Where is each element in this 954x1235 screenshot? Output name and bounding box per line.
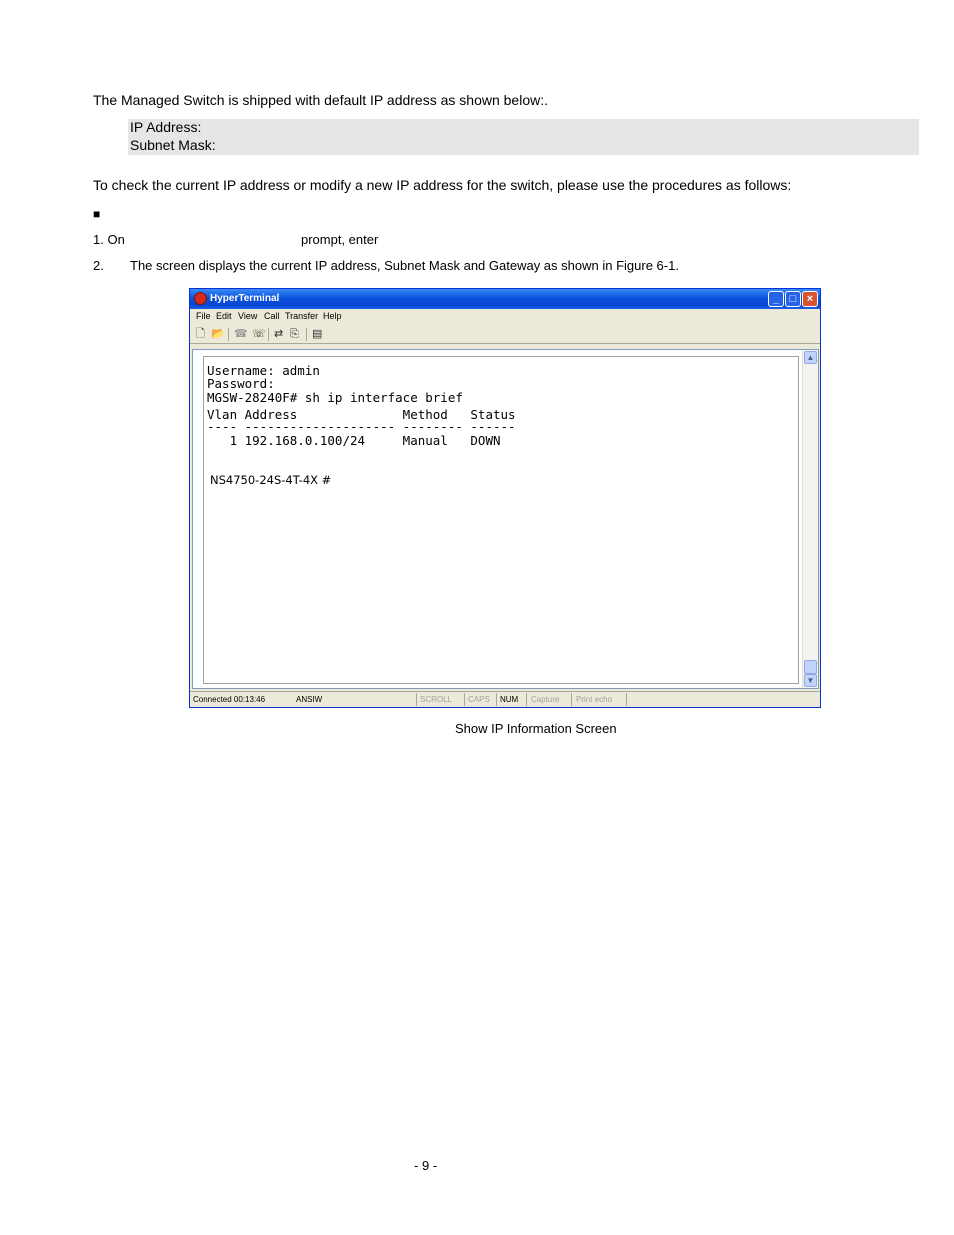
- scroll-thumb[interactable]: [804, 660, 817, 674]
- intro-text: The Managed Switch is shipped with default IP address as shown below:.: [93, 92, 548, 108]
- status-bar: [190, 691, 820, 708]
- scroll-up-icon[interactable]: ▲: [804, 351, 817, 364]
- menu-edit[interactable]: Edit: [216, 311, 232, 321]
- toolbar-separator: [306, 328, 307, 341]
- menu-bar: [190, 309, 820, 324]
- status-caps: CAPS: [468, 695, 490, 704]
- menu-file[interactable]: File: [196, 311, 211, 321]
- status-separator: [416, 693, 417, 706]
- subnet-mask-label: Subnet Mask:: [130, 137, 216, 153]
- hyperterminal-icon: [194, 292, 207, 305]
- hyperterminal-window: [189, 288, 821, 708]
- status-separator: [526, 693, 527, 706]
- vertical-scrollbar[interactable]: [802, 350, 818, 688]
- status-separator: [626, 693, 627, 706]
- check-text: To check the current IP address or modify a new IP address for the switch, please use the procedures as follows:: [93, 177, 792, 193]
- close-button[interactable]: ×: [802, 291, 818, 307]
- scroll-down-icon[interactable]: ▼: [804, 674, 817, 687]
- terminal-line: MGSW-28240F# sh ip interface brief: [207, 390, 463, 405]
- minimize-button[interactable]: _: [768, 291, 784, 307]
- terminal-screen[interactable]: [203, 356, 799, 684]
- step1-text: prompt, enter: [301, 232, 379, 247]
- status-capture: Capture: [531, 695, 560, 704]
- status-separator: [496, 693, 497, 706]
- status-scroll: SCROLL: [420, 695, 453, 704]
- toolbar: [190, 325, 820, 344]
- terminal-line: Vlan Address Method Status: [207, 407, 516, 422]
- default-ip-box: [128, 119, 919, 155]
- step2-text: The screen displays the current IP address, Subnet Mask and Gateway as shown in Figure 6-1.: [130, 258, 679, 273]
- page-number: - 9 -: [414, 1158, 438, 1173]
- menu-call[interactable]: Call: [264, 311, 280, 321]
- terminal-line: Username: admin: [207, 363, 320, 378]
- menu-view[interactable]: View: [238, 311, 258, 321]
- status-print-echo: Print echo: [576, 695, 613, 704]
- menu-transfer[interactable]: Transfer: [285, 311, 319, 321]
- terminal-line: Password:: [207, 376, 275, 391]
- status-separator: [571, 693, 572, 706]
- step1-number: 1. On: [93, 232, 125, 247]
- bullet-square-icon: ■: [93, 207, 101, 221]
- receive-file-icon[interactable]: ⎘: [290, 328, 299, 340]
- menu-help[interactable]: Help: [323, 311, 342, 321]
- status-connected: Connected 00:13:46: [193, 695, 266, 704]
- terminal-prompt: NS4750-24S-4T-4X #: [210, 473, 332, 487]
- status-num: NUM: [500, 695, 519, 704]
- figure-caption: Show IP Information Screen: [455, 721, 617, 736]
- status-emulation: ANSIW: [296, 695, 323, 704]
- maximize-button[interactable]: □: [785, 291, 801, 307]
- send-file-icon[interactable]: ⇄: [274, 328, 284, 340]
- terminal-line: ---- -------------------- -------- ------: [207, 419, 516, 434]
- step2-number: 2.: [93, 258, 104, 273]
- terminal-line: 1 192.168.0.100/24 Manual DOWN: [207, 433, 501, 448]
- ip-address-label: IP Address:: [130, 119, 202, 135]
- status-separator: [464, 693, 465, 706]
- new-file-icon[interactable]: 🗋: [196, 328, 205, 340]
- connect-icon[interactable]: ☎: [234, 328, 248, 340]
- toolbar-separator: [268, 328, 269, 341]
- terminal-client-area: [192, 349, 819, 689]
- window-title: HyperTerminal: [210, 293, 280, 304]
- toolbar-separator: [228, 328, 229, 341]
- properties-icon[interactable]: ▤: [312, 328, 323, 340]
- open-folder-icon[interactable]: 📂: [211, 328, 225, 340]
- disconnect-icon[interactable]: ☏: [252, 328, 266, 340]
- title-bar[interactable]: [190, 289, 820, 309]
